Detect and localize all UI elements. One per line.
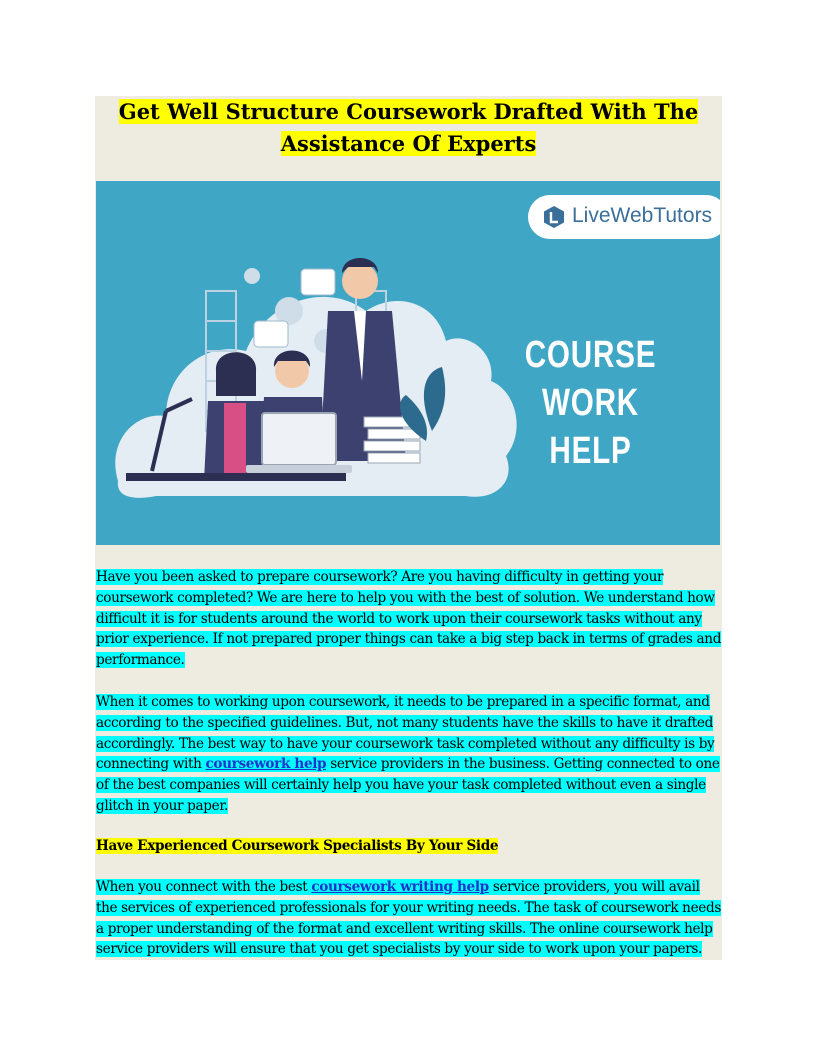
title-line-2: Assistance Of Experts [280, 131, 537, 156]
desk-surface [126, 473, 346, 481]
banner-headline-line-2: HELP [549, 430, 632, 472]
section-heading [96, 836, 722, 857]
banner-headline-line-1: COURSE WORK [524, 334, 657, 424]
paragraph-intro [96, 567, 722, 671]
chat-bubble-icon-2 [254, 321, 288, 347]
brand-name: LiveWebTutors [572, 204, 713, 227]
coursework-help-link[interactable]: coursework help [205, 756, 327, 773]
section-heading-text: Have Experienced Coursework Specialists By Your Side [96, 838, 499, 854]
paragraph-specialists-text-before: When you connect with the best [96, 879, 312, 895]
banner-headline [503, 331, 679, 475]
chat-bubble-icon [301, 269, 335, 295]
brand-logo-icon [542, 205, 566, 229]
paragraph-specialists-text-after: service providers, you will avail the services of experienced professionals for your writing needs. The task of coursework needs a proper understanding of the format and excellent writing skills. The online coursework help service providers will ensure that you get specialists by your side to work upon your papers. [96, 879, 721, 958]
paragraph-format-text-after: service providers in the business. Getting connected to one of the best companies will certainly help you have your task completed without even a single glitch in your paper. [96, 756, 720, 814]
paragraph-format-text-before: When it comes to working upon coursework, it needs to be prepared in a specific format, and according to the specified guidelines. But, not many students have the skills to have it drafted accordingly. The best way to have your coursework task completed without any difficulty is by connecting with [96, 694, 715, 773]
page-title [95, 96, 722, 160]
hero-banner-image [96, 181, 720, 545]
paragraph-specialists [96, 877, 722, 960]
paragraph-format [96, 692, 722, 817]
coursework-writing-help-link[interactable]: coursework writing help [311, 879, 489, 895]
laptop-icon [246, 413, 352, 473]
paragraph-intro-text: Have you been asked to prepare coursework? Are you having difficulty in getting your coursework completed? We are here to help you with the best of solution. We understand how difficult it is for students around the world to work upon their coursework tasks without any prior experience. If not prepared proper things can take a big step back in terms of grades and performance. [96, 569, 722, 669]
title-line-1: Get Well Structure Coursework Drafted With The [118, 99, 699, 124]
